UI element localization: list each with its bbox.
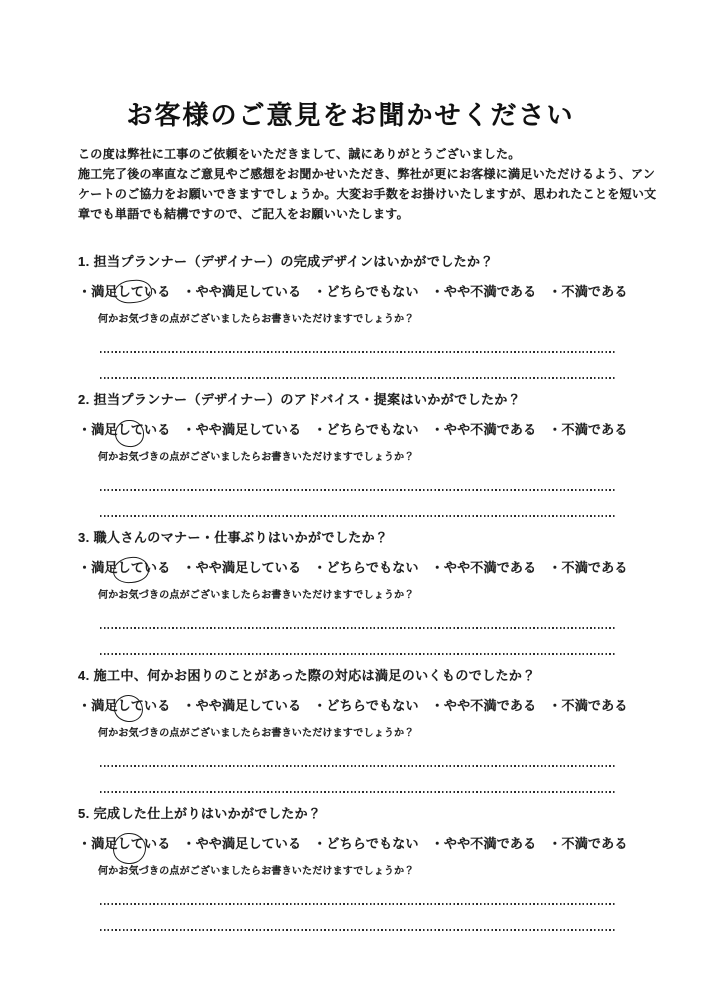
option-neutral[interactable] [313,283,418,300]
options-row [78,559,633,576]
handwritten-circle [112,832,146,864]
answer-line-2[interactable] [100,515,616,517]
answer-line-1[interactable] [100,765,616,767]
question-block-1 [78,253,633,379]
option-somewhat-satisfied[interactable] [182,697,301,714]
option-label: ・満足している [78,560,171,575]
option-label: ・どちらでもない [313,836,419,851]
option-dissatisfied[interactable] [548,697,627,714]
question-title: 4. 施工中、何かお困りのことがあった際の対応は満足のいくものでしたか？ [78,668,536,683]
option-label: ・どちらでもない [313,422,419,437]
option-label: ・満足している [78,698,171,713]
option-satisfied[interactable] [78,421,170,438]
note-prompt: 何かお気づきの点がございましたらお書きいただけますでしょうか？ [98,866,415,877]
question-block-3 [78,529,633,655]
option-somewhat-satisfied[interactable] [182,283,301,300]
option-label: ・満足している [78,422,171,437]
answer-line-1[interactable] [100,489,616,491]
option-label: ・どちらでもない [313,284,419,299]
option-label: ・不満である [548,560,628,575]
option-label: ・やや満足している [182,698,302,713]
answer-line-2[interactable] [100,377,616,379]
option-label: ・やや満足している [182,560,302,575]
option-neutral[interactable] [313,421,418,438]
question-title: 3. 職人さんのマナー・仕事ぶりはいかがでしたか？ [78,530,389,545]
options-row [78,697,633,714]
handwritten-circle [114,419,144,447]
option-dissatisfied[interactable] [548,835,627,852]
option-dissatisfied[interactable] [548,421,627,438]
option-neutral[interactable] [313,697,418,714]
option-label: ・不満である [548,284,628,299]
option-somewhat-dissatisfied[interactable] [431,283,537,300]
option-somewhat-dissatisfied[interactable] [431,421,537,438]
intro-line: ケートのご協力をお願いできますでしょうか。大変お手数をお掛けいたしますが、思われたことを短い文 [78,187,657,201]
option-dissatisfied[interactable] [548,559,627,576]
option-label: ・やや不満である [430,836,537,851]
handwritten-circle [113,279,153,305]
option-label: ・どちらでもない [313,560,419,575]
question-block-5 [78,805,633,931]
intro-line: この度は弊社に工事のご依頼をいただきまして、誠にありがとうございました。 [78,147,521,161]
question-title: 1. 担当プランナー（デザイナー）の完成デザインはいかがでしたか？ [78,254,494,269]
options-row [78,283,633,300]
option-label: ・やや不満である [430,422,537,437]
option-label: ・満足している [78,836,171,851]
option-satisfied[interactable] [78,835,170,852]
option-somewhat-dissatisfied[interactable] [431,559,537,576]
note-prompt: 何かお気づきの点がございましたらお書きいただけますでしょうか？ [98,314,415,325]
answer-line-1[interactable] [100,903,616,905]
option-label: ・やや満足している [182,284,302,299]
option-satisfied[interactable] [78,697,170,714]
options-row [78,421,633,438]
answer-line-2[interactable] [100,653,616,655]
option-label: ・やや満足している [182,836,302,851]
option-label: ・どちらでもない [313,698,419,713]
option-somewhat-satisfied[interactable] [182,559,301,576]
answer-line-1[interactable] [100,627,616,629]
note-prompt: 何かお気づきの点がございましたらお書きいただけますでしょうか？ [98,728,415,739]
option-label: ・満足している [78,284,171,299]
handwritten-circle [114,695,144,723]
answer-line-2[interactable] [100,929,616,931]
page-title: お客様のご意見をお聞かせください [126,101,575,130]
option-somewhat-satisfied[interactable] [182,421,301,438]
option-somewhat-dissatisfied[interactable] [431,697,537,714]
answer-line-2[interactable] [100,791,616,793]
option-dissatisfied[interactable] [548,283,627,300]
question-block-2 [78,391,633,517]
question-block-4 [78,667,633,793]
option-neutral[interactable] [313,559,418,576]
answer-line-1[interactable] [100,351,616,353]
intro-line: 施工完了後の率直なご意見やご感想をお聞かせいただき、弊社が更にお客様に満足いただけるよう、アン [78,167,656,181]
option-neutral[interactable] [313,835,418,852]
option-label: ・やや不満である [430,560,537,575]
question-title: 2. 担当プランナー（デザイナー）のアドバイス・提案はいかがでしたか？ [78,392,522,407]
handwritten-circle [112,556,149,584]
question-title: 5. 完成した仕上がりはいかがでしたか？ [78,806,322,821]
option-label: ・やや不満である [430,698,537,713]
option-label: ・不満である [548,698,628,713]
note-prompt: 何かお気づきの点がございましたらお書きいただけますでしょうか？ [98,590,415,601]
option-label: ・不満である [548,836,628,851]
note-prompt: 何かお気づきの点がございましたらお書きいただけますでしょうか？ [98,452,415,463]
option-somewhat-dissatisfied[interactable] [431,835,537,852]
option-label: ・不満である [548,422,628,437]
option-label: ・やや不満である [430,284,537,299]
option-satisfied[interactable] [78,283,170,300]
option-satisfied[interactable] [78,559,170,576]
option-somewhat-satisfied[interactable] [182,835,301,852]
intro-line: 章でも単語でも結構ですので、ご記入をお願いいたします。 [78,207,409,221]
option-label: ・やや満足している [182,422,302,437]
intro-paragraph [78,144,657,224]
options-row [78,835,633,852]
